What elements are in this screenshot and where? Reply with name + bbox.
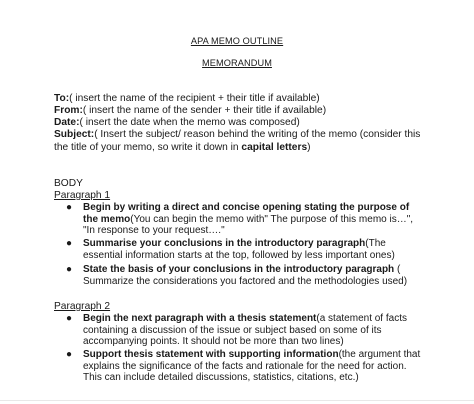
subject-label: Subject: xyxy=(54,129,95,140)
bullet-bold-text: Begin the next paragraph with a thesis statement xyxy=(83,313,317,324)
subject-text: ( Insert the subject/ reason behind the writing of the memo (consider this the title of your memo, so write it down in xyxy=(54,129,421,153)
bullet-text: (You can begin the memo with" The purpose of this memo is…", "In response to your request…." xyxy=(83,213,414,237)
to-text: ( insert the name of the recipient + their title if available) xyxy=(69,93,320,104)
paragraph-2-heading: Paragraph 2 xyxy=(54,301,111,312)
paragraph-1-heading: Paragraph 1 xyxy=(54,190,111,201)
document-subtitle: MEMORANDUM xyxy=(202,58,272,68)
bullet-text: ( Summarize the considerations you factored and the methodologies used) xyxy=(83,264,408,287)
from-text: ( insert the name of the sender + their title if available) xyxy=(82,105,327,116)
bullet-icon: ● xyxy=(66,349,73,360)
bullet-text: (The essential information starts at the top, followed by less important ones) xyxy=(83,238,395,261)
bullet-bold-text: Begin by writing a direct and concise opening stating the purpose of the memo xyxy=(83,202,410,225)
from-line xyxy=(54,105,454,118)
page-divider xyxy=(0,400,474,401)
bullet-icon: ● xyxy=(66,264,73,275)
bullet-icon: ● xyxy=(66,313,73,324)
subject-line xyxy=(54,129,426,154)
from-label: From: xyxy=(54,105,83,116)
date-text: ( insert the date when the memo was composed) xyxy=(79,117,300,128)
subject-end: ) xyxy=(307,141,311,153)
bullet-bold-text: State the basis of your conclusions in the introductory paragraph xyxy=(83,264,395,275)
bullet-bold-text: Summarise your conclusions in the introductory paragraph xyxy=(83,238,366,249)
bullet-icon: ● xyxy=(66,202,73,213)
bullet-bold-text: Support thesis statement with supporting information xyxy=(83,349,339,360)
date-label: Date: xyxy=(54,117,80,128)
document-title: APA MEMO OUTLINE xyxy=(190,36,284,46)
bullet-icon: ● xyxy=(66,238,73,249)
to-label: To: xyxy=(54,93,70,104)
bullet-text: (a statement of facts containing a discussion of the issue or subject based on some of its accompanying points. It should not be more than two lines) xyxy=(83,313,407,348)
bullet-text: (the argument that explains the significance of the facts and rationale for the need for action. This can include detailed discussions, statistics, citations, etc.) xyxy=(83,349,421,384)
to-line xyxy=(54,93,454,106)
date-line xyxy=(54,117,454,130)
subject-emphasis: capital letters xyxy=(241,141,308,153)
body-heading: BODY xyxy=(54,178,83,189)
